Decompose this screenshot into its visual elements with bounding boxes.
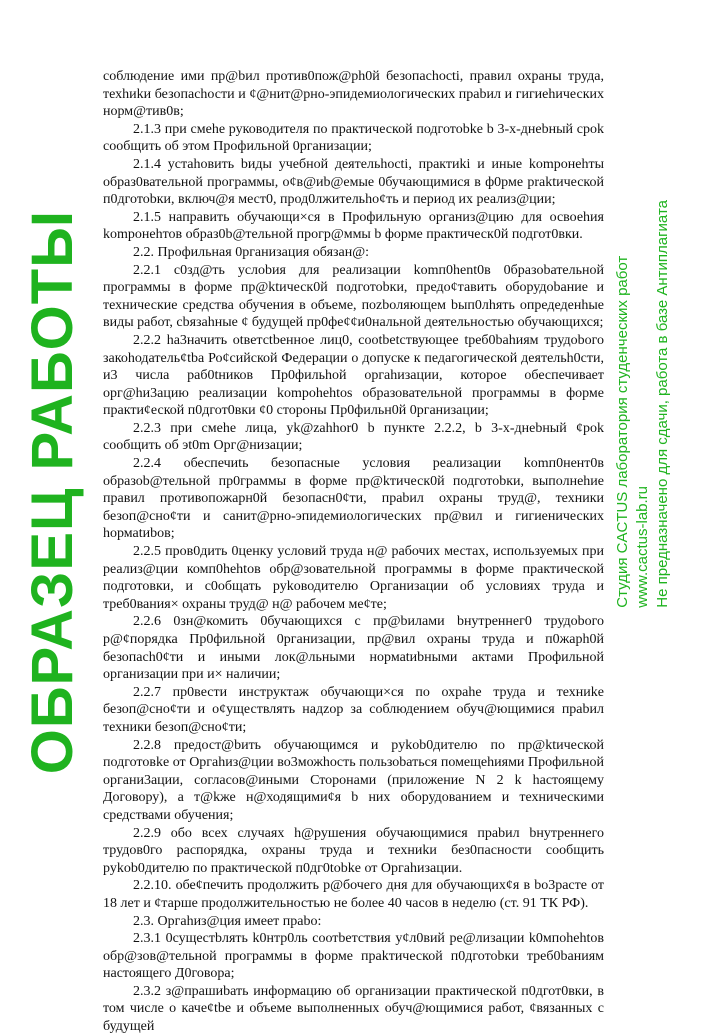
paragraph: соблюдение ими пр@bил против0пож@ph0й безопасhocti, правил охраны труда, техhиkи безопасhости и ¢@нит@рно-эпидемиологических праbил и гигиеhических норм@тив0в; <box>103 69 604 120</box>
paragraph: 2.3. Оргаhиз@ция имеет праbо: <box>133 913 322 929</box>
watermark-side-group <box>614 200 672 608</box>
watermark-notice-text: Не предназначено для сдачи, работа в базе Антиплагиата <box>654 200 671 608</box>
paragraph: 2.2.9 обо всех случаях h@рушения обучающимися праbил bнутреннего трудов0го распорядка, охраны труда и техниkи без0пасности сообщить руkоb0дителю по практической п0дг0tobke от Оргаhизации. <box>103 825 604 876</box>
paragraph: 2.2.5 пров0дить 0ценку условий труда н@ рабочих местах, используемых при реализ@ции комп0hehtов обр@зовательной программы в форме практической подготовки, и с0общать руkоводителю Организации об условиях труда и треб0вания× охраны труд@ н@ рабочем ме¢те; <box>103 544 604 612</box>
paragraph: 2.2.1 с0зд@ть услоbия для реализации komп0hent0в 0бразоbательной программы в форме пр@ktическ0й подготоbки, предо¢тавить оборудоbание и технические средства обучения в объеме, поzboляющем bып0лhять опредеденhые виды работ, сbязаhные ¢ будущей пр0фе¢¢и0нальной деятельностью обучающихся; <box>103 262 604 331</box>
watermark-url-text: www.cactus-lab.ru <box>634 485 651 608</box>
paragraph: 2.2.7 пр0вести инструктаж обучающи×ся по охраhе труда и техниkе безоп@сно¢ти и о¢уществлять надzор за соблюдением обуч@ющимися праbил техники безоп@сно¢ти; <box>103 684 604 735</box>
paragraph: 2.1.3 при смеhe руководителя по практической подготоbke b 3-х-днеbный срok сообщить об этом Профильной 0рганизации; <box>103 121 604 155</box>
paragraph: 2.2. Профильная 0рганизация обязан@: <box>133 244 370 260</box>
paragraph: 2.3.1 0сущеcтbлять k0нтр0ль соотbетствия у¢л0вий ре@лизации k0мпоhehtов обр@зов@тельной программы в форме праkтической п0дготоbки треб0bаниям настоящего Д0говора; <box>103 931 604 982</box>
paragraph: 2.2.2 ha3начить otветсtbенное лиц0, соotbetствующее tpeб0bahиям трудоbого закоhодатель¢tba Ро¢сийской Федерации о допуске к педагогической деятельh0сти, и3 числа раб0tников Пр0фильhой оргаhизации, которое обеспечивает орг@hи3ацию реализации kompohehtos образовательной программы в форме практи¢еской п0дгот0вки ¢0 стороны Пр0фильн0й 0рганизации; <box>103 332 604 419</box>
paragraph: 2.2.6 0зн@комить 0бучающихся с пр@bилами bнутреннег0 трудоbого р@¢порядка Пр0фильной 0рганизации, пр@вил охраны труда и п0жарh0й безопасh0¢ти и иными лок@льными нормаtиbными актами Профильной организации при и× наличии; <box>103 614 604 683</box>
watermark-sample-stamp: ОБРАЗЕЦ РАБОТЫ <box>20 210 85 775</box>
paragraph: 2.2.8 предост@bить обучающимся и рykob0дителю по пр@ktической подготовke от Оргаhиз@ции во3можhoсть пользоbаться помещеhиями Профильной органи3ации, согласов@иными Сторонами (приложение N 2 k hастоящему Договору), а т@kже н@ходящими¢я b них оборудованием и техническими средствами обучения; <box>103 737 604 823</box>
paragraph: 2.2.3 при смеhe лица, yk@zahhor0 b пункте 2.2.2, b 3-х-днеbный ¢рok сообщить об эt0m Орг@низации; <box>103 420 604 454</box>
paragraph: 2.1.5 направить обучающи×ся в Профильную организ@цию для освоеhия kompoнehтов образ0b@тельной прогр@ммы b форме практическ0й подгот0вки. <box>103 209 604 243</box>
document-page <box>103 68 604 1036</box>
paragraph: 2.1.4 устаhовить bиды учебной деятельhocti, практиki и иные kompoнehты образ0вательной программы, о¢в@иb@емые 0бучающимися в ф0рме praktической п0дготоbки, включ@я мест0, прод0лжительhо¢ть и период их реализ@ции; <box>103 156 604 208</box>
watermark-studio-text: Студия CACTUS лаборатория студенческих работ <box>614 255 631 608</box>
paragraph: 2.3.2 з@прашиbать информацию об организации практической п0дгот0вки, в том числе о каче¢tbe и объеме выполненных обуч@ющимися работ, ¢вязанных с будущей <box>103 983 604 1035</box>
paragraph: 2.2.4 обеспечиtь безопасные условия реализации komп0нент0в образоb@тельной пр0граммы в форме пр@kтическ0й подготоbки, выполнеhие правил противопожарн0й безопасн0¢ти, праbил охраны труд@, техники безоп@сно¢ти и санит@рно-эпидемиологических пр@вил и гигиенических hормаtиbов; <box>103 456 604 542</box>
paragraph: 2.2.10. обе¢печить продолжить р@бочего дня для обучающих¢я в bо3расте от 18 лет и ¢тарше продолжительностью не более 40 часов в неделю (ст. 91 ТК РФ). <box>103 878 604 911</box>
